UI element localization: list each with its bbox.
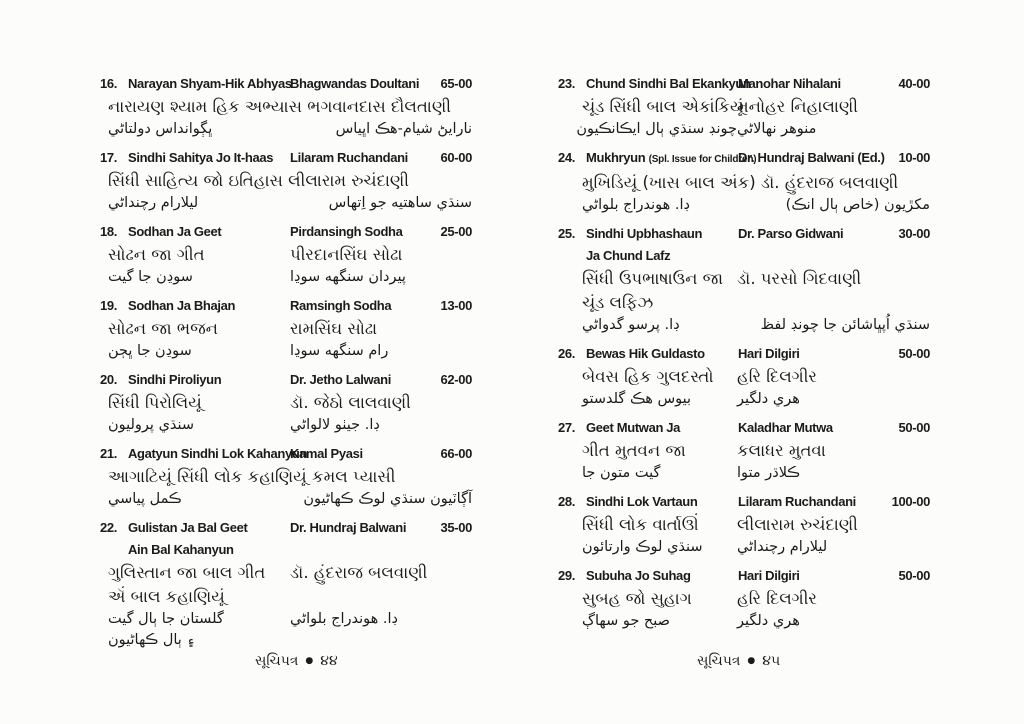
entry-title-sindhi: سنڌي پروليون (108, 417, 195, 433)
entry-price: 13-00 (440, 298, 472, 313)
entry-author-en: Lilaram Ruchandani (738, 494, 856, 509)
entry-title-gujarati: મુખિડિયૂં (ખાસ બાલ અંક) (582, 173, 756, 192)
entry-title-sindhi: سوڍن جا ڀڄن (108, 343, 192, 359)
entry-title-en: Subuha Jo Suhag (586, 568, 691, 583)
entry-script-row (100, 267, 472, 288)
entry-title-sindhi: چونڊ سنڌي ٻال ايڪانڪيون (576, 121, 737, 137)
entry-title-gujarati: સિંધી ઉપભાષાઉન જા (582, 269, 724, 288)
catalog-entry (558, 223, 930, 336)
entry-title-en: Chund Sindhi Bal Ekankyun (586, 76, 751, 91)
entry-author-gujarati: ભગવાનદાસ દૌલતાણી (307, 97, 451, 116)
entry-english-row (558, 223, 930, 245)
entry-number: 21. (100, 446, 118, 461)
entry-author-en: Kamal Pyasi (290, 446, 363, 461)
entry-english-row (558, 565, 930, 587)
entry-english-row-cont (558, 245, 930, 267)
entry-title-en: Sindhi Sahitya Jo It-haas (128, 150, 274, 165)
entry-author-gujarati: ડૉ. પરસો ગિદવાણી (737, 269, 862, 288)
entry-script-row (100, 561, 472, 585)
entry-english-row (100, 295, 472, 317)
catalog-entry (558, 417, 930, 484)
entry-author-en: Bhagwandas Doultani (290, 76, 420, 91)
entry-author-en: Ramsingh Sodha (290, 298, 392, 313)
entry-script-row (100, 317, 472, 341)
entry-number: 16. (100, 76, 118, 91)
entry-title-gujarati: સિંધી સાહિત્ય જો ઇતિહાસ (108, 171, 283, 190)
entry-english-row (558, 73, 930, 95)
entry-english-row (558, 491, 930, 513)
entry-script-row (100, 341, 472, 362)
entry-number: 18. (100, 224, 118, 239)
entry-title-sindhi: سنڌي لوڪ وارتائون (582, 539, 703, 555)
catalog-entry (558, 491, 930, 558)
entry-title-gujarati: સોઢન જા ભજન (108, 319, 218, 338)
entry-script-row (558, 365, 930, 389)
entry-english-row-cont (100, 539, 472, 561)
entry-title-gujarati-cont: ચૂંડ લફિઝ (582, 293, 654, 312)
entry-english-row (100, 369, 472, 391)
entry-script-row (558, 119, 930, 140)
entry-price: 60-00 (440, 150, 472, 165)
entry-title-sindhi: آڳاٽيون سنڌي لوڪ ڪهاڻيون (303, 491, 472, 507)
entry-number: 23. (558, 76, 576, 91)
entry-author-sindhi: هري دلگير (737, 613, 800, 629)
entry-english-row (100, 443, 472, 465)
entry-number: 25. (558, 226, 576, 241)
entry-script-row (100, 119, 472, 140)
entry-author-sindhi: ليلارام رچنداڻي (737, 539, 828, 555)
entry-number: 19. (100, 298, 118, 313)
entry-title-gujarati: ગુલિસ્તાન જા બાલ ગીત (108, 563, 266, 582)
entry-price: 35-00 (440, 520, 472, 535)
entry-price: 10-00 (898, 150, 930, 165)
entry-author-sindhi: ليلارام رچنداڻي (108, 195, 199, 211)
catalog-entry (558, 73, 930, 140)
entry-author-gujarati: કમલ પ્યાસી (311, 467, 396, 486)
entry-script-row (100, 585, 472, 609)
entry-author-gujarati: લીલારામ રુચંદાણી (288, 171, 409, 190)
entry-title-en: Sindhi Upbhashaun (586, 226, 703, 241)
entry-number: 26. (558, 346, 576, 361)
entry-price: 30-00 (898, 226, 930, 241)
entry-title-gujarati: સિંધી લોક વાર્તાઊં (582, 515, 699, 534)
entry-script-row (558, 463, 930, 484)
entry-title-gujarati: ગીત મુતવન જા (582, 441, 686, 460)
page-footer-left (255, 653, 338, 669)
entry-title-en-line2: Ja Chund Lafz (586, 248, 671, 263)
entry-author-sindhi: ڊا. هوندراج بلواڻي (582, 197, 690, 213)
entry-english-row (558, 343, 930, 365)
entry-author-gujarati: પીરદાનસિંઘ સોઢા (290, 245, 403, 264)
entry-script-row (100, 609, 472, 630)
entry-author-en: Dr. Hundraj Balwani (290, 520, 407, 535)
entry-script-row (558, 537, 930, 558)
entry-script-row (100, 95, 472, 119)
entry-author-gujarati: રામસિંઘ સોઢા (290, 319, 378, 338)
entry-author-en: Hari Dilgiri (738, 568, 800, 583)
entry-script-row (100, 489, 472, 510)
entry-author-gujarati: મનોહર નિહાલાણી (737, 97, 858, 116)
entry-title-en: Gulistan Ja Bal Geet (128, 520, 248, 535)
catalog-entry (100, 517, 472, 651)
entry-title-sindhi: نارايڻ شيام-هڪ اڀياس (335, 121, 472, 137)
entry-title-sindhi: گلستان جا ٻال گيت (108, 611, 224, 627)
entry-author-sindhi: ڪلاڌر متوا (737, 465, 800, 481)
footer-label: સૂચિપત્ર (697, 653, 741, 669)
catalog-entry (558, 565, 930, 632)
entry-number: 24. (558, 150, 576, 165)
entry-number: 27. (558, 420, 576, 435)
entry-title-gujarati: ચૂંડ સિંધી બાલ એકાંકિયૂં (582, 97, 744, 116)
entry-price: 65-00 (440, 76, 472, 91)
entry-title-en: Sindhi Piroliyun (128, 372, 222, 387)
entry-title-sindhi-cont: ۽ ٻال ڪهاڻيون (108, 632, 195, 648)
entry-title-sindhi: سنڌي اُپڀاشائن جا چونڊ لفظ (760, 317, 930, 333)
entry-title-gujarati: સિંધી પિરોલિયૂં (108, 393, 202, 412)
entry-title-en: Bewas Hik Guldasto (586, 346, 705, 361)
entry-number: 20. (100, 372, 118, 387)
entry-script-row (100, 465, 472, 489)
entry-author-sindhi: ڊا. هوندراج بلواڻي (290, 611, 398, 627)
footer-separator-dot: ● (305, 656, 314, 666)
entry-script-row (558, 389, 930, 410)
entry-price: 50-00 (898, 346, 930, 361)
catalog-entry (100, 147, 472, 214)
entry-title-en-line2: Ain Bal Kahanyun (128, 542, 234, 557)
entry-author-en: Dr. Hundraj Balwani (Ed.) (738, 150, 885, 165)
entry-english-row (100, 73, 472, 95)
entry-title-en: Sindhi Lok Vartaun (586, 494, 698, 509)
entry-script-row (100, 630, 472, 651)
entry-title-en: Mukhryun (Spl. Issue for Children) (586, 150, 757, 165)
entry-author-sindhi: منوهر نهالاڻي (737, 121, 817, 137)
footer-separator-dot: ● (747, 656, 756, 666)
entry-price: 25-00 (440, 224, 472, 239)
entry-english-row (100, 517, 472, 539)
entry-script-row (558, 439, 930, 463)
entry-number: 17. (100, 150, 118, 165)
entry-title-gujarati: સુબહ જો સુહાગ (582, 589, 692, 608)
entry-script-row (558, 195, 930, 216)
entry-author-en: Dr. Parso Gidwani (738, 226, 844, 241)
entry-author-sindhi: ڊا. پرسو گدواڻي (582, 317, 680, 333)
catalog-column-right (558, 73, 930, 658)
entry-script-row (558, 587, 930, 611)
entry-script-row (100, 391, 472, 415)
entry-author-gujarati: લીલારામ રુચંદાણી (737, 515, 858, 534)
entry-title-en: Narayan Shyam-Hik Abhyas (128, 76, 292, 91)
entry-script-row (558, 291, 930, 315)
entry-price: 62-00 (440, 372, 472, 387)
footer-page-number: ૪૪ (320, 653, 338, 669)
entry-title-note: (Spl. Issue for Children) (648, 154, 757, 165)
entry-script-row (558, 315, 930, 336)
entry-title-gujarati: આગાટિયૂં સિંધી લોક કહાણિયૂં (108, 467, 307, 486)
entry-script-row (100, 415, 472, 436)
entry-english-row (558, 417, 930, 439)
entry-title-sindhi: سنڌي ساهتيه جو اِتهاس (328, 195, 472, 211)
entry-title-gujarati-cont: ઍં બાલ કહાણિયૂં (108, 587, 225, 606)
entry-author-sindhi: هري دلگير (737, 391, 800, 407)
entry-script-row (558, 171, 930, 195)
entry-title-gujarati: નારાયણ શ્યામ હિક અભ્યાસ (108, 97, 302, 116)
entry-english-row (100, 221, 472, 243)
catalog-entry (100, 221, 472, 288)
entry-author-en: Pirdansingh Sodha (290, 224, 403, 239)
catalog-entry (100, 369, 472, 436)
catalog-entry (558, 147, 930, 216)
entry-title-sindhi: بيوس هڪ گلدستو (582, 391, 692, 407)
catalog-entry (100, 443, 472, 510)
entry-author-sindhi: ڀڳوانداس دولتاڻي (108, 121, 213, 137)
footer-label: સૂચિપત્ર (255, 653, 299, 669)
page-footer-right (697, 653, 780, 669)
entry-author-en: Hari Dilgiri (738, 346, 800, 361)
entry-title-en: Sodhan Ja Geet (128, 224, 222, 239)
entry-author-en: Dr. Jetho Lalwani (290, 372, 391, 387)
entry-title-sindhi: گيت متون جا (582, 465, 661, 481)
entry-number: 29. (558, 568, 576, 583)
entry-author-gujarati: ડૉ. જેઠો લાલવાણી (290, 393, 411, 412)
entry-title-sindhi: مکڙيون (خاص ٻال انڪ) (785, 197, 930, 213)
entry-author-en: Manohar Nihalani (738, 76, 841, 91)
entry-title-en: Geet Mutwan Ja (586, 420, 681, 435)
entry-script-row (558, 95, 930, 119)
entry-author-sindhi: ڊا. جيٺو لالواڻي (290, 417, 380, 433)
entry-title-sindhi: سوڍن جا گيت (108, 269, 193, 285)
entry-author-gujarati: કલાધર મુતવા (737, 441, 826, 460)
entry-author-sindhi: ڪمل پياسي (108, 491, 182, 507)
entry-price: 66-00 (440, 446, 472, 461)
entry-title-sindhi: صبح جو سهاڳ (582, 613, 670, 629)
entry-author-sindhi: پيردان سنگهه سوڍا (290, 269, 406, 285)
entry-title-gujarati: સોઢન જા ગીત (108, 245, 205, 264)
entry-english-row (100, 147, 472, 169)
entry-script-row (558, 267, 930, 291)
entry-title-gujarati: બેવસ હિક ગુલદસ્તો (582, 367, 714, 386)
entry-price: 100-00 (891, 494, 930, 509)
catalog-entry (558, 343, 930, 410)
entry-script-row (558, 513, 930, 537)
entry-script-row (100, 169, 472, 193)
entry-number: 22. (100, 520, 118, 535)
entry-author-gujarati: હરિ દિલગીર (737, 367, 817, 386)
entry-script-row (558, 611, 930, 632)
footer-page-number: ૪૫ (762, 653, 781, 669)
entry-author-sindhi: رام سنگهه سوڍا (290, 343, 389, 359)
entry-author-en: Kaladhar Mutwa (738, 420, 833, 435)
catalog-entry (100, 73, 472, 140)
entry-author-gujarati: ડૉ. હુંદરાજ બલવાણી (290, 563, 428, 582)
entry-script-row (100, 243, 472, 267)
entry-author-gujarati: હરિ દિલગીર (737, 589, 817, 608)
entry-number: 28. (558, 494, 576, 509)
entry-price: 40-00 (898, 76, 930, 91)
entry-price: 50-00 (898, 420, 930, 435)
entry-english-row (558, 147, 930, 171)
entry-author-gujarati: ડૉ. હુંદરાજ બલવાણી (760, 173, 899, 192)
catalog-column-left (100, 73, 472, 658)
catalog-entry (100, 295, 472, 362)
entry-title-en: Agatyun Sindhi Lok Kahanyun (128, 446, 308, 461)
entry-title-en: Sodhan Ja Bhajan (128, 298, 236, 313)
entry-script-row (100, 193, 472, 214)
entry-price: 50-00 (898, 568, 930, 583)
entry-author-en: Lilaram Ruchandani (290, 150, 408, 165)
